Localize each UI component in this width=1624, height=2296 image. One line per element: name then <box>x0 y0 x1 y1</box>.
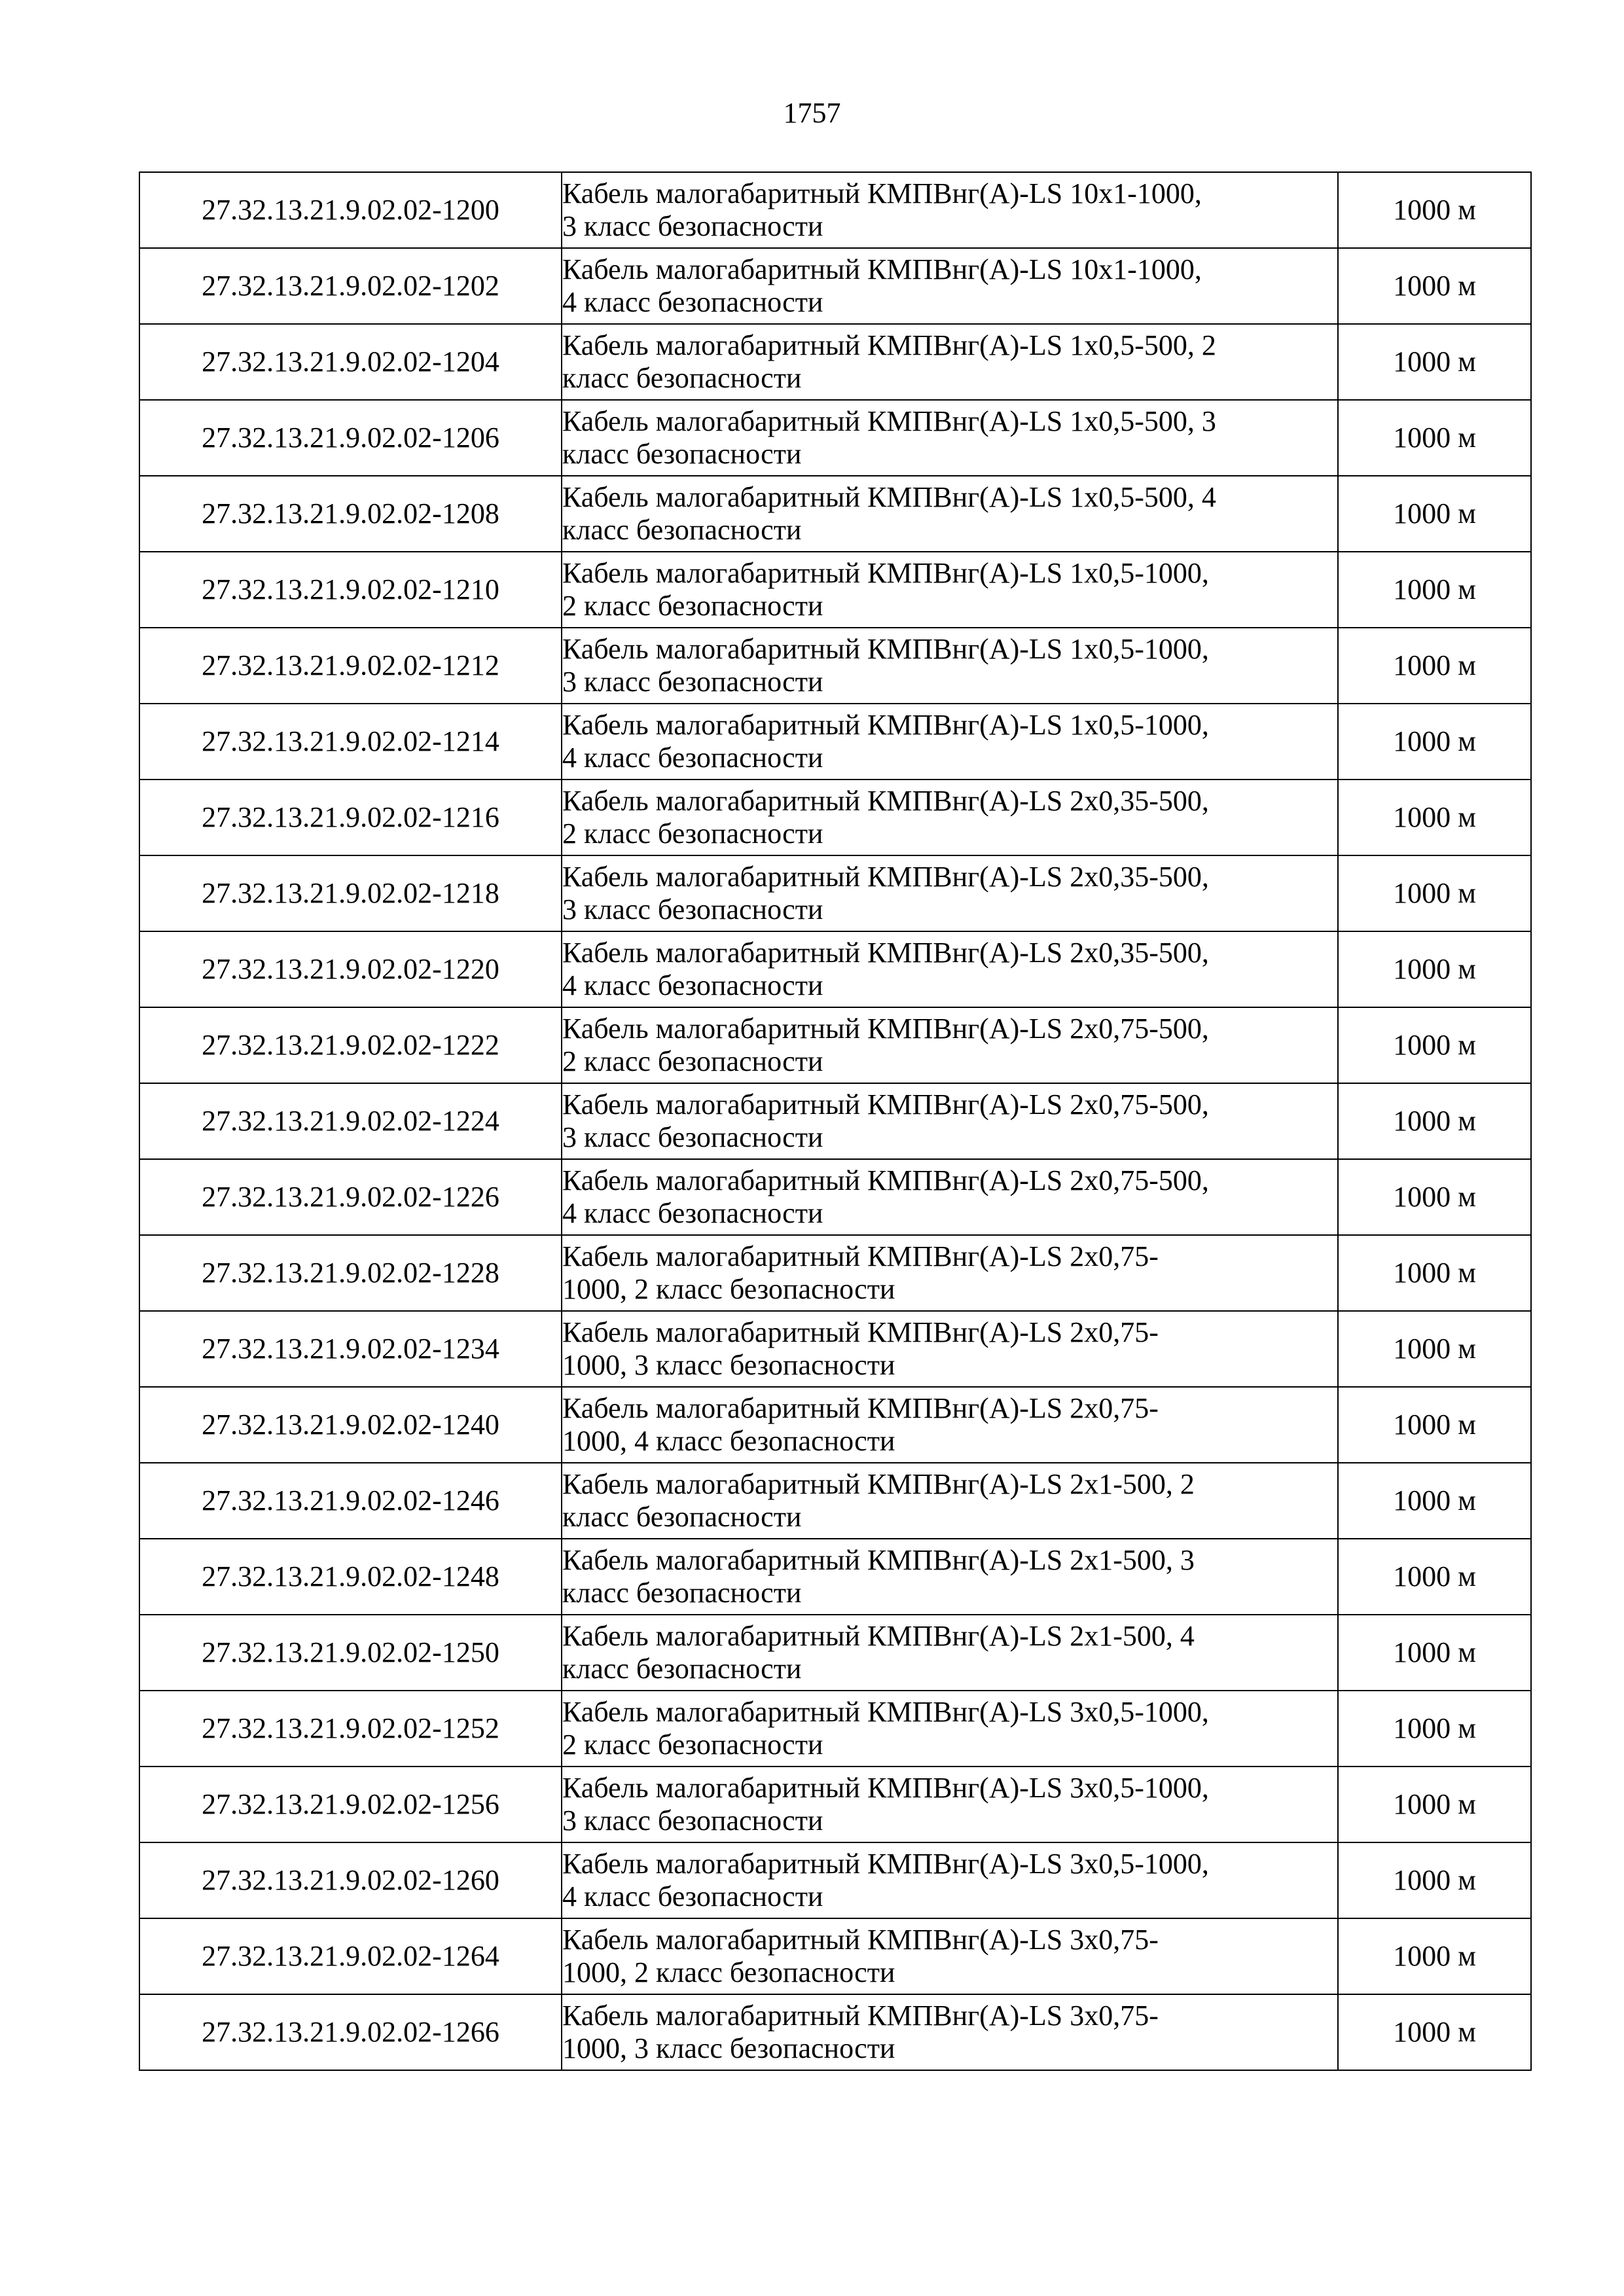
item-name-line: Кабель малогабаритный КМПВнг(А)-LS 3х0,75- <box>562 1924 1159 1956</box>
table-row <box>139 1842 1531 1918</box>
item-name-line: Кабель малогабаритный КМПВнг(А)-LS 1х0,5-1000, <box>562 709 1209 741</box>
item-name-line: Кабель малогабаритный КМПВнг(А)-LS 2х0,35-500, <box>562 937 1209 969</box>
item-name-line: 4 класс безопасности <box>562 1197 823 1229</box>
item-unit: 1000 м <box>1338 1387 1531 1463</box>
item-name <box>562 1842 1338 1918</box>
item-unit: 1000 м <box>1338 1842 1531 1918</box>
item-name-line: Кабель малогабаритный КМПВнг(А)-LS 2х0,35-500, <box>562 785 1209 817</box>
table-row <box>139 248 1531 324</box>
item-code: 27.32.13.21.9.02.02-1256 <box>139 1767 562 1842</box>
item-name-line: 3 класс безопасности <box>562 210 823 242</box>
table-row <box>139 1083 1531 1159</box>
item-code: 27.32.13.21.9.02.02-1214 <box>139 704 562 780</box>
item-name-line: 3 класс безопасности <box>562 666 823 698</box>
item-name <box>562 855 1338 931</box>
item-unit: 1000 м <box>1338 1463 1531 1539</box>
item-name-line: Кабель малогабаритный КМПВнг(А)-LS 3х0,5-1000, <box>562 1772 1209 1804</box>
item-name-line: 3 класс безопасности <box>562 1121 823 1153</box>
item-code: 27.32.13.21.9.02.02-1202 <box>139 248 562 324</box>
item-code: 27.32.13.21.9.02.02-1200 <box>139 172 562 248</box>
item-unit: 1000 м <box>1338 704 1531 780</box>
table-row <box>139 1691 1531 1767</box>
table-row <box>139 172 1531 248</box>
item-unit: 1000 м <box>1338 1691 1531 1767</box>
item-name-line: 1000, 3 класс безопасности <box>562 1349 895 1381</box>
table-row <box>139 476 1531 552</box>
item-name-line: 2 класс безопасности <box>562 817 823 850</box>
item-name <box>562 1615 1338 1691</box>
item-name-line: Кабель малогабаритный КМПВнг(А)-LS 3х0,75- <box>562 2000 1159 2032</box>
item-name <box>562 552 1338 628</box>
table-row <box>139 780 1531 855</box>
item-name-line: 1000, 3 класс безопасности <box>562 2032 895 2064</box>
item-name <box>562 1007 1338 1083</box>
item-name <box>562 1387 1338 1463</box>
item-name <box>562 1994 1338 2070</box>
item-name-line: класс безопасности <box>562 514 802 546</box>
item-code: 27.32.13.21.9.02.02-1218 <box>139 855 562 931</box>
table-row <box>139 931 1531 1007</box>
item-unit: 1000 м <box>1338 1994 1531 2070</box>
item-name-line: Кабель малогабаритный КМПВнг(А)-LS 2х0,35-500, <box>562 861 1209 893</box>
item-name-line: Кабель малогабаритный КМПВнг(А)-LS 2х1-500, 3 <box>562 1544 1195 1576</box>
item-name <box>562 780 1338 855</box>
table-row <box>139 1311 1531 1387</box>
item-name-line: класс безопасности <box>562 1653 802 1685</box>
item-code: 27.32.13.21.9.02.02-1206 <box>139 400 562 476</box>
item-code: 27.32.13.21.9.02.02-1250 <box>139 1615 562 1691</box>
item-name <box>562 1159 1338 1235</box>
item-name <box>562 1083 1338 1159</box>
item-code: 27.32.13.21.9.02.02-1216 <box>139 780 562 855</box>
item-name <box>562 1691 1338 1767</box>
item-code: 27.32.13.21.9.02.02-1234 <box>139 1311 562 1387</box>
item-name <box>562 248 1338 324</box>
table-row <box>139 1615 1531 1691</box>
item-unit: 1000 м <box>1338 1311 1531 1387</box>
item-name <box>562 628 1338 704</box>
table-row <box>139 704 1531 780</box>
table-row <box>139 1007 1531 1083</box>
item-unit: 1000 м <box>1338 552 1531 628</box>
item-code: 27.32.13.21.9.02.02-1222 <box>139 1007 562 1083</box>
item-code: 27.32.13.21.9.02.02-1228 <box>139 1235 562 1311</box>
item-name <box>562 172 1338 248</box>
table-row <box>139 1387 1531 1463</box>
item-name-line: класс безопасности <box>562 362 802 394</box>
item-unit: 1000 м <box>1338 1767 1531 1842</box>
item-name <box>562 1767 1338 1842</box>
page-number: 1757 <box>783 97 841 129</box>
item-unit: 1000 м <box>1338 248 1531 324</box>
item-name <box>562 704 1338 780</box>
item-name-line: Кабель малогабаритный КМПВнг(А)-LS 1х0,5-1000, <box>562 633 1209 665</box>
item-unit: 1000 м <box>1338 1615 1531 1691</box>
item-code: 27.32.13.21.9.02.02-1260 <box>139 1842 562 1918</box>
item-name <box>562 476 1338 552</box>
item-code: 27.32.13.21.9.02.02-1226 <box>139 1159 562 1235</box>
item-name-line: 4 класс безопасности <box>562 969 823 1001</box>
item-code: 27.32.13.21.9.02.02-1224 <box>139 1083 562 1159</box>
item-unit: 1000 м <box>1338 628 1531 704</box>
item-code: 27.32.13.21.9.02.02-1212 <box>139 628 562 704</box>
table-row <box>139 1235 1531 1311</box>
item-unit: 1000 м <box>1338 855 1531 931</box>
item-name-line: 4 класс безопасности <box>562 1880 823 1912</box>
table-row <box>139 1918 1531 1994</box>
item-name-line: 1000, 2 класс безопасности <box>562 1956 895 1988</box>
item-unit: 1000 м <box>1338 324 1531 400</box>
item-name-line: 3 класс безопасности <box>562 893 823 925</box>
table-row <box>139 1159 1531 1235</box>
table-row <box>139 324 1531 400</box>
items-table <box>139 171 1532 2071</box>
item-name-line: 2 класс безопасности <box>562 1729 823 1761</box>
item-name-line: Кабель малогабаритный КМПВнг(А)-LS 2х1-500, 4 <box>562 1620 1195 1652</box>
item-name-line: 4 класс безопасности <box>562 742 823 774</box>
item-unit: 1000 м <box>1338 1918 1531 1994</box>
item-name-line: 3 класс безопасности <box>562 1804 823 1837</box>
item-code: 27.32.13.21.9.02.02-1204 <box>139 324 562 400</box>
item-name-line: Кабель малогабаритный КМПВнг(А)-LS 2х0,75- <box>562 1240 1159 1272</box>
item-unit: 1000 м <box>1338 1539 1531 1615</box>
item-code: 27.32.13.21.9.02.02-1248 <box>139 1539 562 1615</box>
item-name-line: Кабель малогабаритный КМПВнг(А)-LS 1х0,5-500, 3 <box>562 405 1216 437</box>
item-code: 27.32.13.21.9.02.02-1246 <box>139 1463 562 1539</box>
table-row <box>139 628 1531 704</box>
item-name <box>562 1463 1338 1539</box>
item-name-line: Кабель малогабаритный КМПВнг(А)-LS 10х1-1000, <box>562 177 1202 209</box>
item-name-line: класс безопасности <box>562 438 802 470</box>
item-name-line: Кабель малогабаритный КМПВнг(А)-LS 2х0,75- <box>562 1316 1159 1348</box>
item-name-line: Кабель малогабаритный КМПВнг(А)-LS 1х0,5-500, 4 <box>562 481 1216 513</box>
item-unit: 1000 м <box>1338 1007 1531 1083</box>
item-unit: 1000 м <box>1338 400 1531 476</box>
item-name-line: Кабель малогабаритный КМПВнг(А)-LS 1х0,5-500, 2 <box>562 329 1216 361</box>
item-name-line: Кабель малогабаритный КМПВнг(А)-LS 10х1-1000, <box>562 253 1202 285</box>
item-name-line: Кабель малогабаритный КМПВнг(А)-LS 2х0,75-500, <box>562 1164 1209 1196</box>
item-code: 27.32.13.21.9.02.02-1266 <box>139 1994 562 2070</box>
item-code: 27.32.13.21.9.02.02-1252 <box>139 1691 562 1767</box>
item-name-line: 2 класс безопасности <box>562 590 823 622</box>
item-name <box>562 1235 1338 1311</box>
item-name-line: Кабель малогабаритный КМПВнг(А)-LS 2х0,75- <box>562 1392 1159 1424</box>
item-name-line: 1000, 4 класс безопасности <box>562 1425 895 1457</box>
item-unit: 1000 м <box>1338 931 1531 1007</box>
item-unit: 1000 м <box>1338 476 1531 552</box>
item-code: 27.32.13.21.9.02.02-1220 <box>139 931 562 1007</box>
item-name <box>562 1539 1338 1615</box>
table-row <box>139 1767 1531 1842</box>
table-row <box>139 400 1531 476</box>
item-name <box>562 931 1338 1007</box>
item-name-line: Кабель малогабаритный КМПВнг(А)-LS 2х0,75-500, <box>562 1088 1209 1121</box>
item-name-line: Кабель малогабаритный КМПВнг(А)-LS 2х0,75-500, <box>562 1013 1209 1045</box>
item-name-line: Кабель малогабаритный КМПВнг(А)-LS 3х0,5-1000, <box>562 1848 1209 1880</box>
item-name-line: 1000, 2 класс безопасности <box>562 1273 895 1305</box>
item-name-line: 4 класс безопасности <box>562 286 823 318</box>
item-name <box>562 1311 1338 1387</box>
item-name-line: класс безопасности <box>562 1501 802 1533</box>
table-row <box>139 1994 1531 2070</box>
item-name <box>562 1918 1338 1994</box>
item-unit: 1000 м <box>1338 172 1531 248</box>
item-unit: 1000 м <box>1338 1159 1531 1235</box>
item-name-line: Кабель малогабаритный КМПВнг(А)-LS 1х0,5-1000, <box>562 557 1209 589</box>
table-row <box>139 1539 1531 1615</box>
item-code: 27.32.13.21.9.02.02-1240 <box>139 1387 562 1463</box>
table-row <box>139 855 1531 931</box>
item-name-line: класс безопасности <box>562 1577 802 1609</box>
item-code: 27.32.13.21.9.02.02-1208 <box>139 476 562 552</box>
item-unit: 1000 м <box>1338 1083 1531 1159</box>
item-name-line: Кабель малогабаритный КМПВнг(А)-LS 2х1-500, 2 <box>562 1468 1195 1500</box>
table-row <box>139 552 1531 628</box>
item-unit: 1000 м <box>1338 1235 1531 1311</box>
item-name <box>562 324 1338 400</box>
table-body <box>139 172 1531 2070</box>
item-code: 27.32.13.21.9.02.02-1264 <box>139 1918 562 1994</box>
item-unit: 1000 м <box>1338 780 1531 855</box>
table-row <box>139 1463 1531 1539</box>
item-name-line: Кабель малогабаритный КМПВнг(А)-LS 3х0,5-1000, <box>562 1696 1209 1728</box>
item-name-line: 2 класс безопасности <box>562 1045 823 1077</box>
item-name <box>562 400 1338 476</box>
item-code: 27.32.13.21.9.02.02-1210 <box>139 552 562 628</box>
